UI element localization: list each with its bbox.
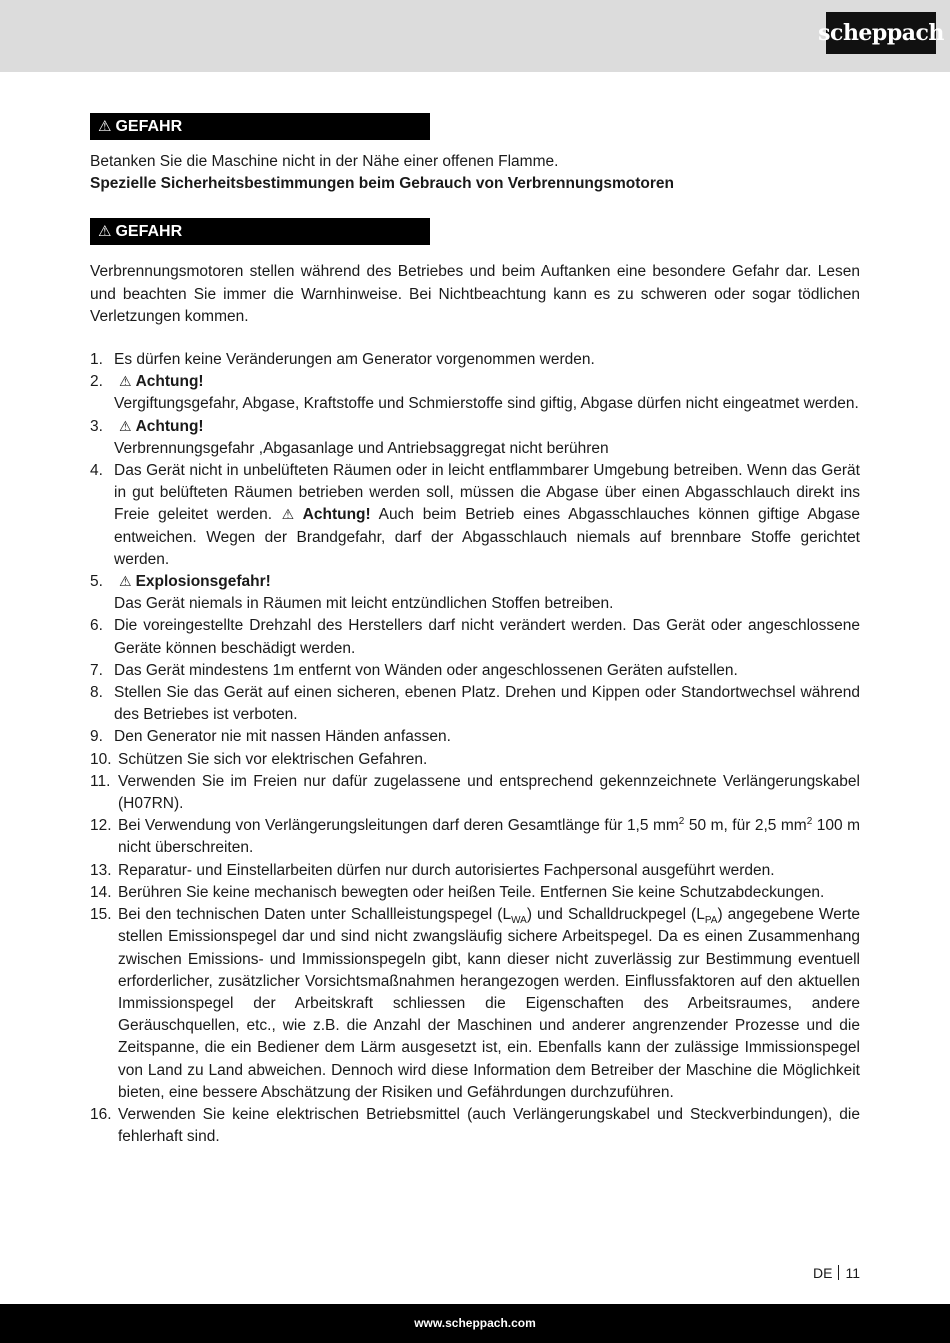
warning-triangle-icon: ⚠ bbox=[277, 507, 299, 524]
danger-banner-label: GEFAHR bbox=[115, 118, 183, 135]
item-text: Verwenden Sie keine elektrischen Betriebsmittel (auch Verlängerungskabel und Steckverbindungen), die fehlerhaft sind. bbox=[118, 1105, 860, 1146]
item-text: Bei Verwendung von Verlängerungsleitungen darf deren Gesamtlänge für 1,5 mm bbox=[118, 817, 679, 835]
item-text: Den Generator nie mit nassen Händen anfassen. bbox=[114, 728, 451, 746]
item-text: Reparatur- und Einstellarbeiten dürfen nur durch autorisiertes Fachpersonal ausgeführt werden. bbox=[118, 861, 775, 879]
item-text: Auch beim Betrieb eines Abgasschlauches können giftige Abgase entweichen. Wegen der Brandgefahr, darf der Abgasschlauch niemals auf brennbare Stoffe gerichtet werden. bbox=[114, 506, 860, 568]
item-number: 2. bbox=[90, 373, 103, 391]
header-bar bbox=[0, 0, 950, 72]
item-text: Vergiftungsgefahr, Abgase, Kraftstoffe und Schmierstoffe sind giftig, Abgase dürfen nicht eingeatmet werden. bbox=[114, 395, 859, 413]
footer-bar bbox=[0, 1304, 950, 1343]
list-item bbox=[90, 371, 860, 415]
item-number: 1. bbox=[90, 351, 103, 369]
item-number: 6. bbox=[90, 617, 103, 635]
item-text: Stellen Sie das Gerät auf einen sicheren, ebenen Platz. Drehen und Kippen oder Standortwechsel während des Betriebes ist verboten. bbox=[114, 684, 860, 724]
list-item bbox=[90, 682, 860, 726]
safety-rules-list bbox=[90, 349, 860, 1148]
danger-banner-2 bbox=[90, 218, 430, 245]
page-number bbox=[813, 1265, 860, 1281]
item-number: 5. bbox=[90, 573, 103, 591]
item-text: 50 m, für 2,5 mm bbox=[684, 817, 807, 835]
list-item bbox=[90, 815, 860, 859]
item-text: ) und Schalldruckpegel (L bbox=[526, 906, 705, 924]
item-number: 12. bbox=[90, 817, 112, 835]
item-number: 8. bbox=[90, 684, 103, 702]
item-text: Verbrennungsgefahr ,Abgasanlage und Antriebsaggregat nicht berühren bbox=[114, 439, 609, 457]
item-text: Das Gerät niemals in Räumen mit leicht entzündlichen Stoffen betreiben. bbox=[114, 595, 614, 613]
item-number: 10. bbox=[90, 750, 112, 768]
list-item bbox=[90, 460, 860, 571]
item-warning-label: Achtung! bbox=[135, 417, 204, 435]
page-number-value: 11 bbox=[845, 1265, 860, 1281]
footer-url: www.scheppach.com bbox=[414, 1316, 536, 1330]
item-number: 11. bbox=[90, 772, 111, 790]
list-item bbox=[90, 416, 860, 460]
item-warning-label: Achtung! bbox=[302, 506, 371, 524]
item-number: 14. bbox=[90, 883, 112, 901]
section-heading: Spezielle Sicherheitsbestimmungen beim Gebrauch von Verbrennungsmotoren bbox=[90, 175, 674, 193]
item-number: 13. bbox=[90, 861, 112, 879]
list-item bbox=[90, 349, 860, 371]
item-text: Verwenden Sie im Freien nur dafür zugelassene und entsprechend gekennzeichnete Verlängerungskabel (H07RN). bbox=[118, 772, 860, 813]
list-item bbox=[90, 571, 860, 615]
item-text: Es dürfen keine Veränderungen am Generator vorgenommen werden. bbox=[114, 351, 595, 369]
item-text: 100 m nicht überschreiten. bbox=[118, 817, 861, 857]
list-item bbox=[90, 1104, 860, 1148]
item-text: Bei den technischen Daten unter Schallleistungspegel (L bbox=[118, 906, 512, 924]
superscript: 2 bbox=[806, 816, 813, 828]
list-item bbox=[90, 749, 860, 771]
warning-triangle-icon: ⚠ bbox=[119, 374, 132, 391]
subscript: PA bbox=[704, 915, 718, 927]
superscript: 2 bbox=[678, 816, 685, 828]
danger-banner-1 bbox=[90, 113, 430, 140]
language-code: DE bbox=[813, 1265, 833, 1281]
item-number: 4. bbox=[90, 462, 103, 480]
warning-triangle-icon: ⚠ bbox=[98, 117, 112, 135]
warning-triangle-icon: ⚠ bbox=[119, 418, 132, 435]
list-item bbox=[90, 660, 860, 682]
item-number: 3. bbox=[90, 417, 103, 435]
item-text: Schützen Sie sich vor elektrischen Gefahren. bbox=[118, 750, 428, 768]
item-text: Das Gerät nicht in unbelüfteten Räumen oder in leicht entflammbarer Umgebung betreiben. Wenn das Gerät in gut belüfteten Räumen betrieben werden soll, müssen die Abgase über einen Abgasschlauch direkt ins Freie geleitet werden. bbox=[114, 462, 860, 524]
item-number: 16. bbox=[90, 1105, 112, 1123]
item-text: ) angegebene Werte stellen Emissionspegel dar und sind nicht zwangsläufig sichere Arbeitspegel. Da es einen Zusammenhang zwischen Emissions- und Immissionspegeln gibt, kann dieser nicht zuverlässig zur Bestimmung eventuell erforderlicher, zusätzlicher Vorsichtsmaßnahmen herangezogen werden. Einflussfaktoren auf den aktuellen Immissionspegel der Arbeitskraft schliessen die Eigenschaften des Arbeitsraumes, andere Geräuschquellen, etc., wie z.B. die Anzahl der Maschinen und anderer angrenzender Prozesse und die Zeitspanne, die ein Bediener dem Lärm ausgesetzt ist, ein. Ebenfalls kann der zulässige Immissionspegel von Land zu Land abweichen. Dennoch wird diese Information dem Betreiber der Maschine die Möglichkeit bieten, eine bessere Abschätzung der Risiken und Gefährdungen durchzuführen. bbox=[118, 906, 860, 1101]
subscript: WA bbox=[511, 915, 527, 927]
list-item bbox=[90, 882, 860, 904]
divider bbox=[838, 1265, 839, 1280]
item-number: 15. bbox=[90, 906, 112, 924]
item-warning-label: Explosionsgefahr! bbox=[135, 573, 271, 591]
danger-banner-label: GEFAHR bbox=[115, 223, 183, 241]
item-text: Berühren Sie keine mechanisch bewegten oder heißen Teile. Entfernen Sie keine Schutzabdeckungen. bbox=[118, 883, 825, 901]
item-text: Die voreingestellte Drehzahl des Herstellers darf nicht verändert werden. Das Gerät oder angeschlossene Geräte können beschädigt werden. bbox=[114, 617, 860, 657]
page-content bbox=[90, 113, 860, 1148]
item-warning-label: Achtung! bbox=[135, 373, 204, 391]
brand-logo: scheppach bbox=[826, 12, 936, 54]
warning-triangle-icon: ⚠ bbox=[119, 574, 132, 591]
list-item bbox=[90, 904, 860, 1104]
list-item bbox=[90, 771, 860, 815]
item-number: 9. bbox=[90, 728, 103, 746]
list-item bbox=[90, 726, 860, 748]
engine-warning-paragraph: Verbrennungsmotoren stellen während des Betriebes und beim Auftanken eine besondere Gefahr dar. Lesen und beachten Sie immer die Warnhinweise. Bei Nichtbeachtung kann es zu schweren oder sogar tödlichen Verletzungen kommen. bbox=[90, 263, 860, 325]
list-item bbox=[90, 615, 860, 659]
flame-warning-text: Betanken Sie die Maschine nicht in der Nähe einer offenen Flamme. bbox=[90, 153, 559, 170]
item-number: 7. bbox=[90, 661, 103, 679]
warning-triangle-icon: ⚠ bbox=[98, 222, 112, 241]
item-text: Das Gerät mindestens 1m entfernt von Wänden oder angeschlossenen Geräten aufstellen. bbox=[114, 661, 738, 679]
list-item bbox=[90, 860, 860, 882]
